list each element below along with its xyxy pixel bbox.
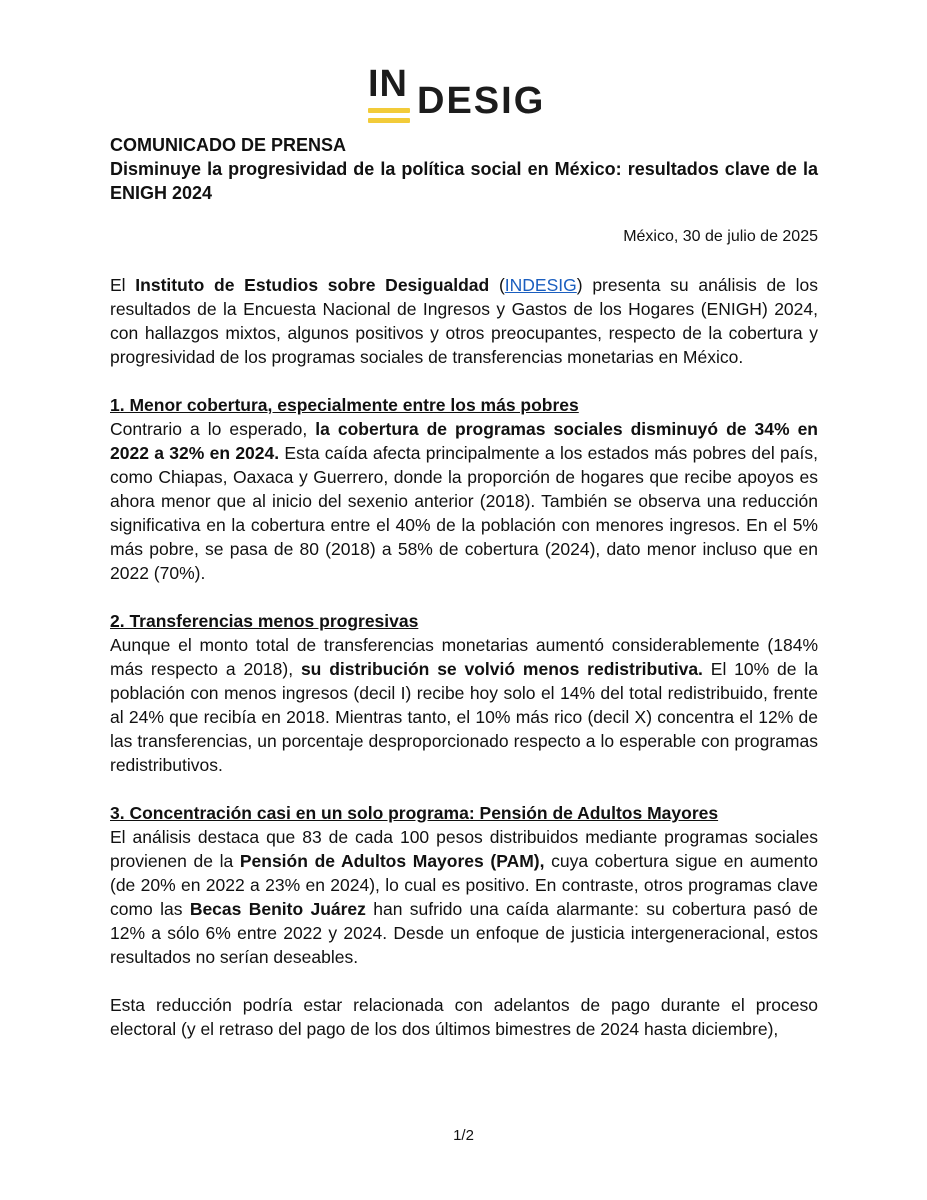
intro-paragraph	[110, 273, 818, 369]
logo-in-text: IN	[368, 63, 408, 105]
section-1-body	[110, 417, 818, 585]
section-3-text: han sufrido una caída alarmante: su cobertura pasó de 12% a sólo 6% entre 2022 y 2024. Desde un enfoque de justicia intergeneracional, estos resultados no serían deseables.	[110, 899, 819, 967]
closing-paragraph: Esta reducción podría estar relacionada con adelantos de pago durante el proceso electoral (y el retraso del pago de los dos últimos bimestres de 2024 hasta diciembre),	[110, 995, 818, 1039]
section-2-body	[110, 633, 818, 777]
intro-lead: El	[110, 275, 136, 295]
section-2-text: El 10% de la población con menos ingresos (decil I) recibe hoy solo el 14% del total redistribuido, frente al 24% que recibía en 2018. Mientras tanto, el 10% más rico (decil X) concentra el 12% de las transferencias, un porcentaje desproporcionado respecto a lo esperable con programas redistributivos.	[110, 659, 818, 775]
section-1-text: Contrario a lo esperado,	[110, 419, 316, 439]
press-release	[110, 133, 818, 1041]
indesig-logo	[368, 62, 568, 124]
intro-paren: (	[489, 275, 505, 295]
org-name: Instituto de Estudios sobre Desigualdad	[135, 275, 490, 295]
logo-accent-bar	[368, 118, 410, 123]
logo-accent-bar	[368, 108, 410, 113]
page-number: 1/2	[453, 1127, 474, 1144]
section-2-text: Aunque el monto total de transferencias monetarias aumentó considerablemente (184% más respecto a 2018),	[110, 635, 818, 679]
section-2-bold: su distribución se volvió menos redistributiva.	[300, 659, 703, 679]
section-1-bold: la cobertura de programas sociales disminuyó de 34% en 2022 a 32% en 2024.	[110, 419, 818, 463]
section-2-title: 2. Transferencias menos progresivas	[110, 611, 419, 631]
headline: Disminuye la progresividad de la política social en México: resultados clave de la ENIGH 2024	[110, 159, 818, 203]
indesig-link[interactable]: INDESIG	[504, 275, 577, 295]
date-line: México, 30 de julio de 2025	[623, 228, 818, 245]
intro-rest: ) presenta su análisis de los resultados de la Encuesta Nacional de Ingresos y Gastos de los Hogares (ENIGH) 2024, con hallazgos mixtos, algunos positivos y otros preocupantes, respecto de la cobertura y progresividad de los programas sociales de transferencias monetarias en México.	[110, 275, 818, 367]
section-3-body	[110, 825, 818, 969]
section-1-text: Esta caída afecta principalmente a los estados más pobres del país, como Chiapas, Oaxaca y Guerrero, donde la proporción de hogares que recibe apoyos es ahora menor que al inicio del sexenio anterior (2018). También se observa una reducción significativa en la cobertura entre el 40% de la población con menores ingresos. En el 5% más pobre, se pasa de 80 (2018) a 58% de cobertura (2024), dato menor incluso que en 2022 (70%).	[110, 443, 818, 583]
section-3-bold: Pensión de Adultos Mayores (PAM),	[239, 851, 545, 871]
section-3-text: El análisis destaca que 83 de cada 100 pesos distribuidos mediante programas sociales provienen de la	[110, 827, 818, 871]
section-3-text: cuya cobertura sigue en aumento (de 20% en 2022 a 23% en 2024), lo cual es positivo. En contraste, otros programas clave como las	[110, 851, 818, 919]
section-3-title: 3. Concentración casi en un solo programa: Pensión de Adultos Mayores	[110, 803, 719, 823]
section-3-bold: Becas Benito Juárez	[189, 899, 366, 919]
section-1-title: 1. Menor cobertura, especialmente entre los más pobres	[110, 395, 579, 415]
logo-desig-text: DESIG	[417, 80, 546, 122]
kicker: COMUNICADO DE PRENSA	[110, 135, 347, 155]
